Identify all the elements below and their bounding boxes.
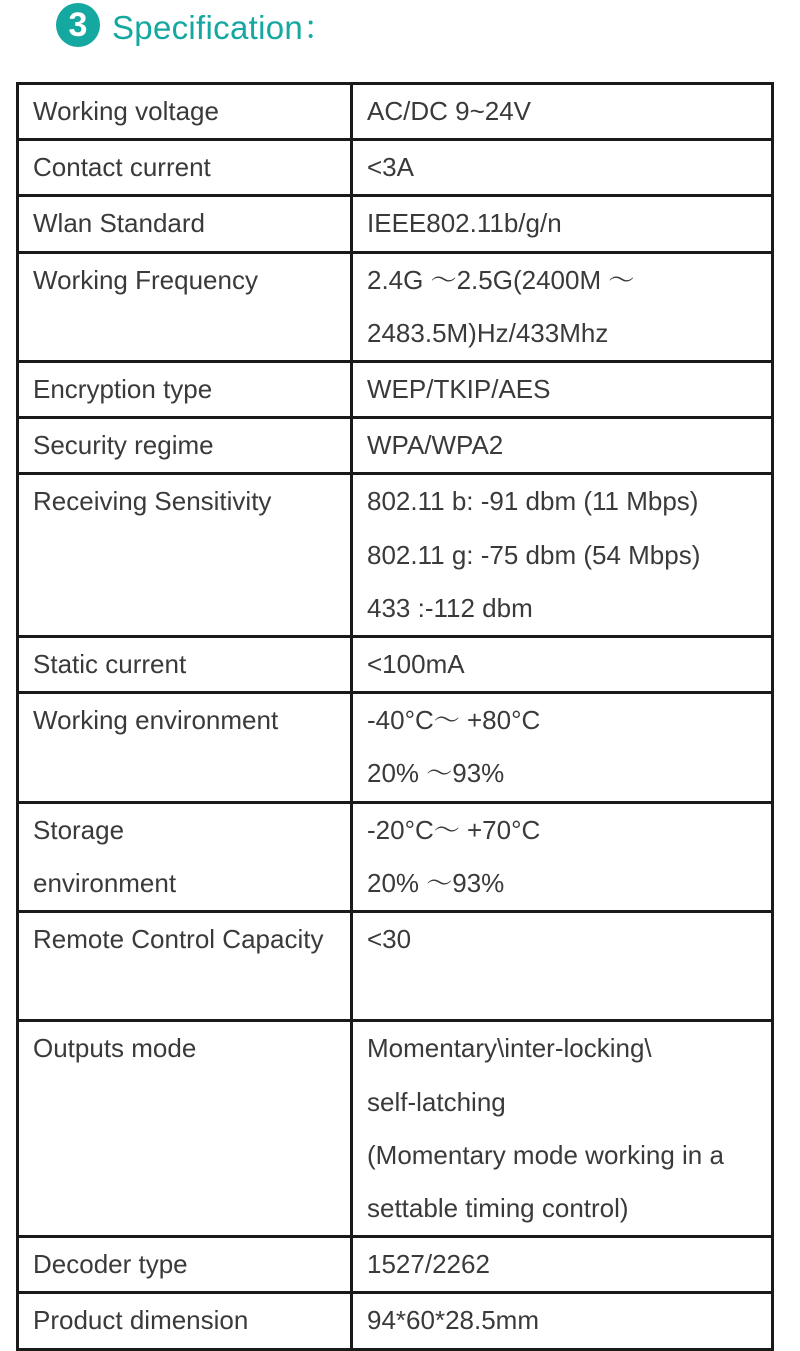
spec-value-line: 802.11 g: -75 dbm (54 Mbps) xyxy=(367,539,701,570)
spec-row xyxy=(18,418,773,474)
spec-value-line: 802.11 b: -91 dbm (11 Mbps) xyxy=(367,486,699,517)
spec-value-cell xyxy=(352,1293,773,1349)
spec-value-line: 20% ～93% xyxy=(367,758,505,789)
spec-label: Security regime xyxy=(33,430,214,461)
spec-label-line: environment xyxy=(33,867,177,898)
spec-row xyxy=(18,1021,773,1237)
spec-row xyxy=(18,1237,773,1293)
spec-value-line: (Momentary mode working in a xyxy=(367,1139,724,1170)
spec-row xyxy=(18,362,773,418)
spec-label: Wlan Standard xyxy=(33,208,205,239)
spec-value-line: IEEE802.11b/g/n xyxy=(367,208,562,239)
spec-label-cell xyxy=(18,1293,352,1349)
spec-label: Working voltage xyxy=(33,96,219,126)
spec-value-line: <100mA xyxy=(367,649,465,680)
spec-label-cell xyxy=(18,252,352,361)
spec-label: Receiving Sensitivity xyxy=(33,486,272,517)
spec-label-cell xyxy=(18,362,352,418)
spec-value-line: 94*60*28.5mm xyxy=(367,1305,539,1336)
spec-label-cell xyxy=(18,637,352,693)
spec-value-cell xyxy=(352,912,773,1021)
spec-label-cell xyxy=(18,84,352,140)
spec-value-cell xyxy=(352,252,773,361)
spec-label-cell xyxy=(18,802,352,911)
spec-label-line: Storage xyxy=(33,814,125,845)
spec-value-line: 2.4G ～2.5G(2400M ～ xyxy=(367,264,635,295)
spec-value-cell xyxy=(352,196,773,252)
spec-value-line: 433 :-112 dbm xyxy=(367,592,533,623)
spec-value-line: <3A xyxy=(367,152,414,183)
spec-value-line xyxy=(367,966,771,1019)
step-number-badge: 3 xyxy=(56,3,100,47)
spec-value-line: 20% ～93% xyxy=(367,867,505,898)
spec-row xyxy=(18,252,773,361)
spec-label: Product dimension xyxy=(33,1305,249,1336)
spec-value-line: 2483.5M)Hz/433Mhz xyxy=(367,317,609,348)
spec-value-line: -40°C～ +80°C xyxy=(367,705,541,736)
spec-value-line: -20°C～ +70°C xyxy=(367,814,541,845)
spec-value-cell xyxy=(352,84,773,140)
spec-label-cell xyxy=(18,196,352,252)
spec-value-line: AC/DC 9~24V xyxy=(367,96,532,126)
spec-row xyxy=(18,693,773,802)
spec-row xyxy=(18,196,773,252)
spec-label: Encryption type xyxy=(33,374,213,405)
spec-value-line: <30 xyxy=(367,924,412,955)
spec-row xyxy=(18,140,773,196)
section-header xyxy=(56,0,336,50)
spec-label: Contact current xyxy=(33,152,211,183)
specification-table xyxy=(16,82,774,1351)
spec-value-cell xyxy=(352,693,773,802)
spec-row xyxy=(18,1293,773,1349)
section-title: Specification： xyxy=(112,8,337,46)
spec-value-cell xyxy=(352,140,773,196)
spec-label: Outputs mode xyxy=(33,1033,197,1064)
specification-table-body xyxy=(18,84,773,1350)
spec-row xyxy=(18,474,773,637)
spec-row xyxy=(18,912,773,1021)
spec-label: Decoder type xyxy=(33,1249,188,1280)
spec-value-cell xyxy=(352,1021,773,1237)
spec-value-cell xyxy=(352,418,773,474)
spec-row xyxy=(18,84,773,140)
spec-label-cell xyxy=(18,1021,352,1237)
spec-label-cell xyxy=(18,474,352,637)
spec-label: Remote Control Capacity xyxy=(33,924,324,955)
spec-label: Static current xyxy=(33,649,187,680)
spec-value-line: Momentary\inter-locking\ xyxy=(367,1033,652,1064)
spec-label-cell xyxy=(18,912,352,1021)
spec-value-line: self-latching xyxy=(367,1086,506,1117)
spec-label-cell xyxy=(18,1237,352,1293)
spec-value-cell xyxy=(352,802,773,911)
spec-label: Working Frequency xyxy=(33,264,258,295)
spec-value-line: 1527/2262 xyxy=(367,1249,490,1280)
spec-value-line: WEP/TKIP/AES xyxy=(367,374,551,405)
spec-value-line: settable timing control) xyxy=(367,1193,629,1224)
spec-label-cell xyxy=(18,418,352,474)
spec-value-cell xyxy=(352,474,773,637)
spec-value-cell xyxy=(352,637,773,693)
spec-value-cell xyxy=(352,1237,773,1293)
spec-value-line: WPA/WPA2 xyxy=(367,430,504,461)
spec-row xyxy=(18,637,773,693)
spec-label-cell xyxy=(18,693,352,802)
spec-row xyxy=(18,802,773,911)
spec-value-cell xyxy=(352,362,773,418)
spec-label: Working environment xyxy=(33,705,279,736)
spec-label-cell xyxy=(18,140,352,196)
